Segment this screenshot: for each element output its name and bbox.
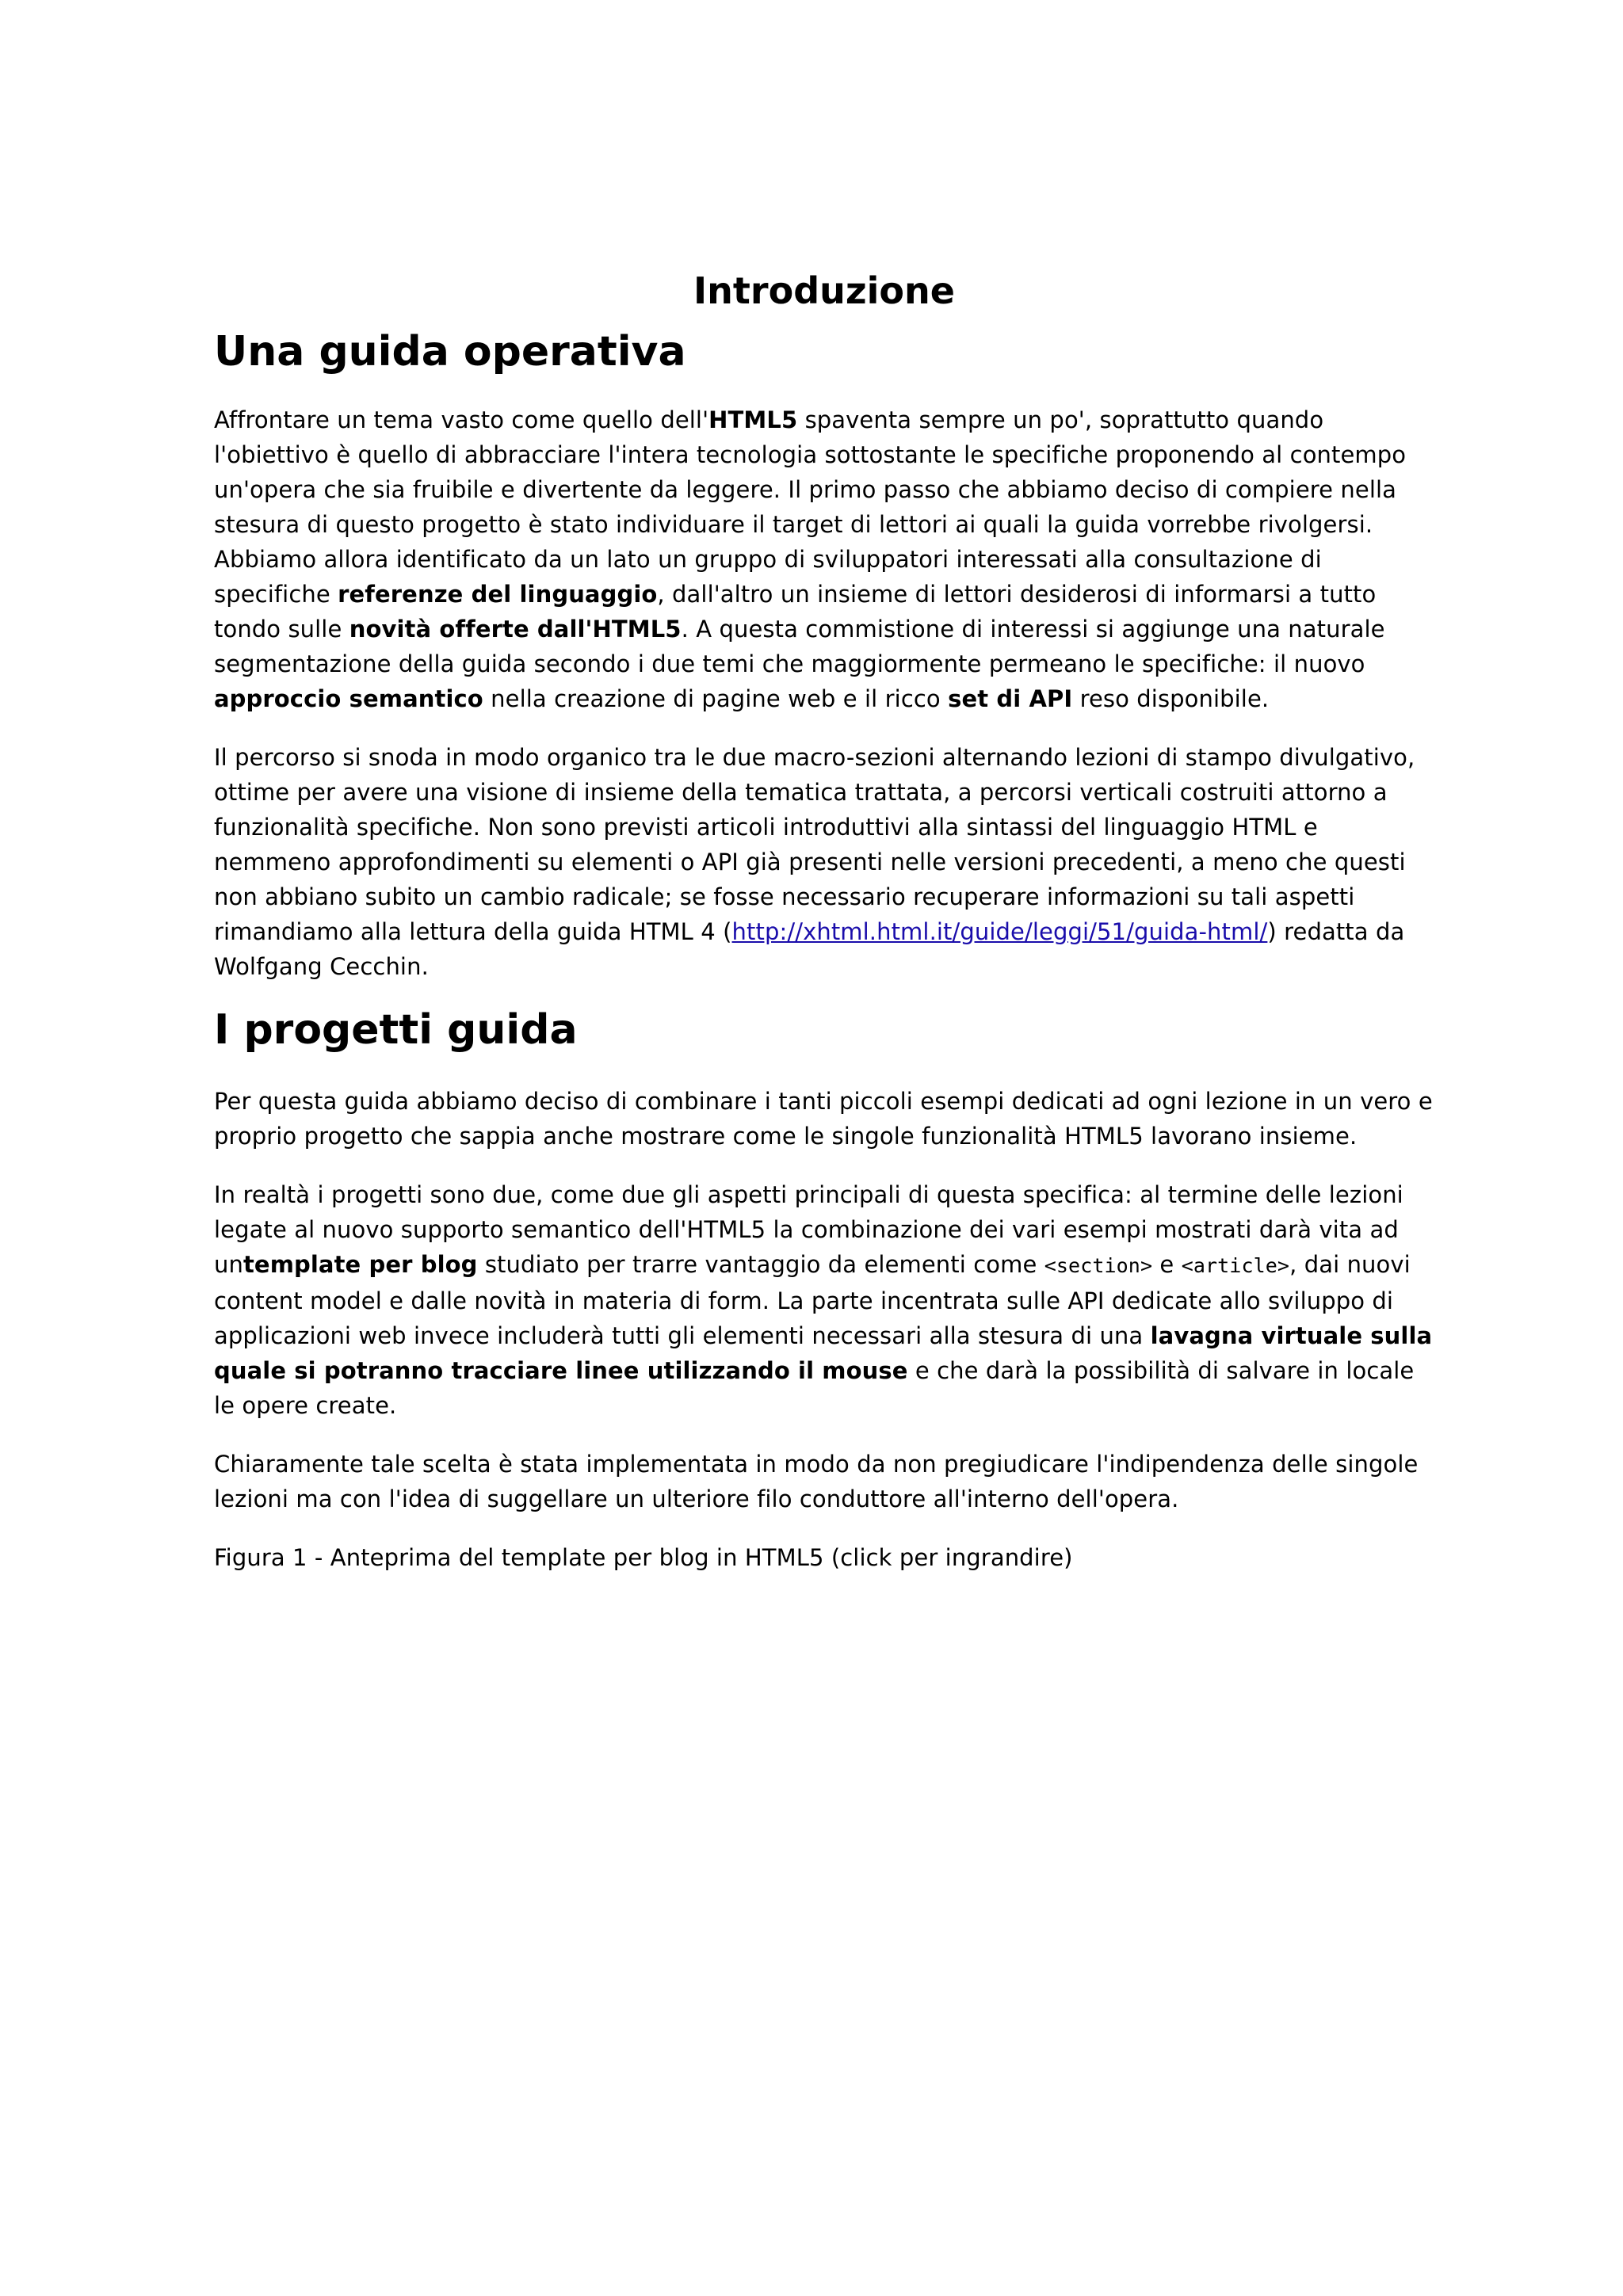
- guida-html-link[interactable]: http://xhtml.html.it/guide/leggi/51/guida-html/: [731, 918, 1268, 945]
- paragraph: [214, 1177, 1434, 1423]
- text-run: , dai nuovi content model e dalle novità in materia di form. La parte incentrata sulle API dedicate allo sviluppo di applicazioni web invece includerà tutti gli elementi necessari alla stesura di una: [214, 1251, 1411, 1349]
- bold-text: approccio semantico: [214, 685, 483, 712]
- bold-text: HTML5: [708, 406, 798, 433]
- bold-text: set di API: [948, 685, 1073, 712]
- text-run: e che darà la possibilità di salvare in locale le opere create.: [214, 1357, 1415, 1419]
- document-page: [214, 261, 1434, 1575]
- text-run: spaventa sempre un po', soprattutto quando l'obiettivo è quello di abbracciare l'intera tecnologia sottostante le specifiche proponendo al contempo un'opera che sia fruibile e divertente da leggere. Il primo passo che abbiamo deciso di compiere nella stesura di questo progetto è stato individuare il target di lettori ai quali la guida vorrebbe rivolgersi. Abbiamo allora identificato da un lato un gruppo di sviluppatori interessati alla consultazione di specifiche: [214, 406, 1407, 608]
- text-run: studiato per trarre vantaggio da elementi come: [477, 1251, 1044, 1278]
- text-run: Affrontare un tema vasto come quello dell': [214, 406, 709, 433]
- bold-text: lavagna virtuale sulla quale si potranno tracciare linee utilizzando il mouse: [214, 1322, 1433, 1384]
- bold-text: template per blog: [242, 1251, 478, 1278]
- bold-text: novità offerte dall'HTML5: [349, 616, 682, 643]
- paragraph: Chiaramente tale scelta è stata implementata in modo da non pregiudicare l'indipendenza delle singole lezioni ma con l'idea di suggellare un ulteriore filo conduttore all'interno dell'opera.: [214, 1451, 1419, 1512]
- text-run: e: [1152, 1251, 1182, 1278]
- paragraph: [214, 402, 1434, 716]
- bold-text: referenze del linguaggio: [338, 581, 658, 608]
- text-run: In realtà i progetti sono due, come due gli aspetti principali di questa specifica: al termine delle lezioni legate al nuovo supporto semantico dell'HTML5 la combinazione dei vari esempi mostrati darà vita ad un: [214, 1181, 1403, 1278]
- chapter-title: Introduzione: [693, 269, 955, 312]
- code-text: <article>: [1181, 1254, 1290, 1277]
- section-title-i-progetti-guida: I progetti guida: [214, 1006, 578, 1054]
- section-title-una-guida-operativa: Una guida operativa: [214, 328, 686, 376]
- figure-caption: Figura 1 - Anteprima del template per blog in HTML5 (click per ingrandire): [214, 1544, 1073, 1571]
- text-run: ) redatta da Wolfgang Cecchin.: [214, 918, 1405, 980]
- text-run: Il percorso si snoda in modo organico tra le due macro-sezioni alternando lezioni di stampo divulgativo, ottime per avere una visione di insieme della tematica trattata, a percorsi verticali costruiti attorno a funzionalità specifiche. Non sono previsti articoli introduttivi alla sintassi del linguaggio HTML e nemmeno approfondimenti su elementi o API già presenti nelle versioni precedenti, a meno che questi non abbiano subito un cambio radicale; se fosse necessario recuperare informazioni su tali aspetti rimandiamo alla lettura della guida HTML 4 (: [214, 744, 1415, 945]
- text-run: , dall'altro un insieme di lettori desiderosi di informarsi a tutto tondo sulle: [214, 581, 1377, 643]
- text-run: nella creazione di pagine web e il ricco: [483, 685, 949, 712]
- paragraph: [214, 740, 1434, 984]
- paragraph: Per questa guida abbiamo deciso di combinare i tanti piccoli esempi dedicati ad ogni lezione in un vero e proprio progetto che sappia anche mostrare come le singole funzionalità HTML5 lavorano insieme.: [214, 1088, 1433, 1150]
- text-run: reso disponibile.: [1072, 685, 1270, 712]
- text-run: . A questa commistione di interessi si aggiunge una naturale segmentazione della guida secondo i due temi che maggiormente permeano le specifiche: il nuovo: [214, 616, 1385, 677]
- code-text: <section>: [1044, 1254, 1153, 1277]
